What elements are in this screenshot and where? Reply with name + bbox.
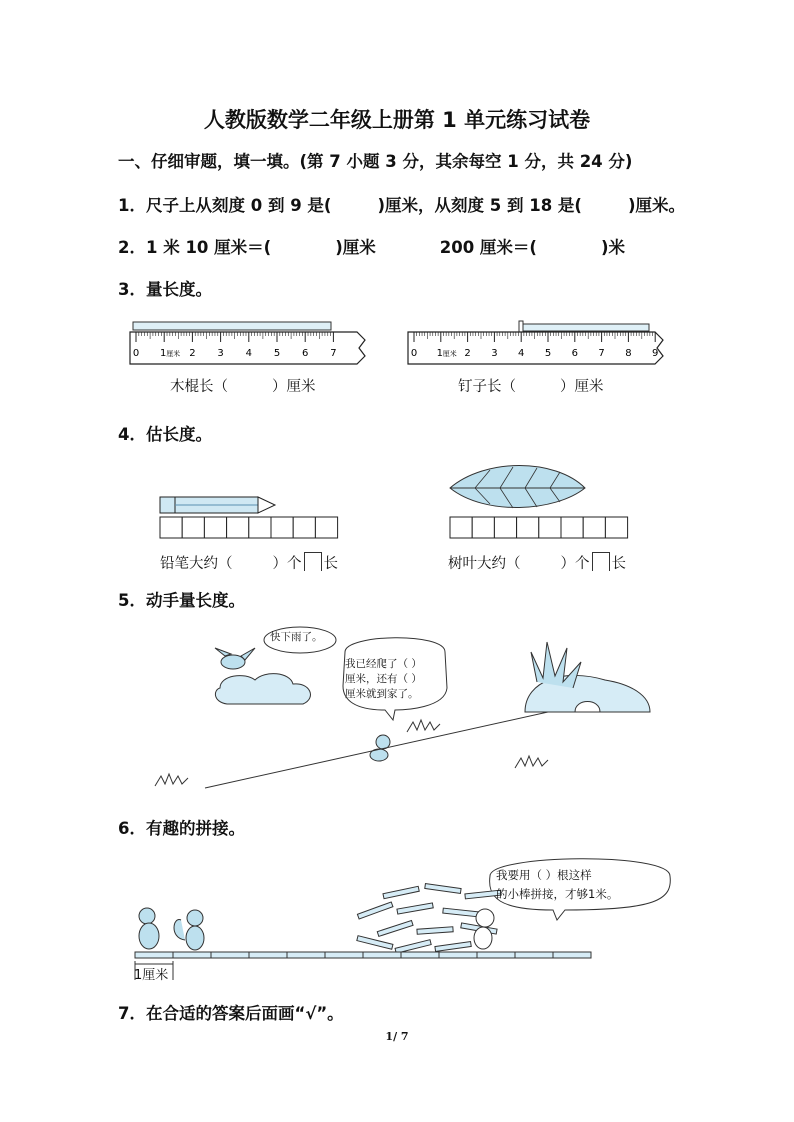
dog-speech-text: [496, 866, 618, 904]
stick-strip: [135, 952, 591, 958]
ruler-tick-label: 0: [132, 348, 140, 359]
grass-icon: [515, 756, 548, 768]
stick-caption-a: 木棍长（: [170, 379, 228, 395]
stick-segment: [515, 952, 553, 958]
ruler-tick-label: 3: [217, 348, 224, 359]
stick-piece: [357, 902, 393, 919]
stick-piece: [357, 936, 393, 950]
stick-caption-b: ）厘米: [272, 379, 316, 395]
nail-caption-a: 钉子长（: [458, 379, 516, 395]
unit-square-icon: [592, 552, 610, 571]
pencil-caption-b: ）个: [272, 556, 302, 572]
bird-speech-text: 快下雨了。: [270, 631, 323, 643]
stick-segment: [439, 952, 477, 958]
ruler-tick-label: 7: [598, 348, 605, 359]
ruler-tick-label: 9: [652, 348, 659, 359]
q1-text-c: )厘米。: [627, 196, 686, 215]
q2-number: 2．: [118, 238, 146, 257]
unit-cell: [494, 517, 516, 538]
q1-text-b: )厘米，从刻度 5 到 18 是(: [377, 196, 582, 215]
ruler-tick-label: 4: [518, 348, 525, 359]
ruler-nail-figure: [403, 318, 665, 370]
pencil-tip: [258, 497, 275, 513]
ant-icon: [376, 735, 390, 749]
grass-icon: [407, 720, 440, 732]
ant-speech-line-1: 我已经爬了（ ）: [345, 658, 422, 670]
section-heading: 一、仔细审题，填一填。(第 7 小题 3 分，其余每空 1 分，共 24 分): [118, 152, 633, 171]
stick-segment: [135, 952, 173, 958]
ruler-tick-label: 6: [571, 348, 578, 359]
unit-cell: [227, 517, 249, 538]
q1-number: 1．: [118, 196, 146, 215]
unit-cell: [160, 517, 182, 538]
ruler-tick-label: 2: [464, 348, 471, 359]
question-6: 6．有趣的拼接。: [118, 819, 245, 838]
unit-cell: [450, 517, 472, 538]
question-4: 4．估长度。: [118, 425, 212, 444]
nail-shape: [521, 324, 649, 331]
mouse-icon: [139, 908, 155, 924]
nail-caption-b: ）厘米: [560, 379, 604, 395]
path-line: [205, 706, 575, 788]
leaf-caption-b: ）个: [560, 556, 590, 572]
question-3: 3．量长度。: [118, 280, 212, 299]
pencil-caption-c: 长: [323, 556, 338, 572]
stick-segment: [325, 952, 363, 958]
q2-text-a: 1 米 10 厘米＝(: [145, 238, 272, 257]
unit-label: 1厘米: [134, 968, 169, 983]
ant-speech-line-2: 厘米，还有（ ）: [345, 673, 422, 685]
question-7: 7．在合适的答案后面画“√”。: [118, 1004, 344, 1023]
stick-piece: [397, 903, 433, 914]
leaf-caption-c: 长: [611, 556, 626, 572]
ant-speech-line-3: 厘米就到家了。: [345, 688, 419, 700]
stick-segment: [287, 952, 325, 958]
dog-speech-line-1: 我要用（ ）根这样: [496, 868, 592, 882]
unit-cell: [517, 517, 539, 538]
unit-cell: [583, 517, 605, 538]
stick-piece: [425, 884, 461, 894]
unit-grid: [160, 517, 338, 538]
nail-head: [519, 321, 523, 333]
leaf-caption: [448, 552, 626, 573]
q2-text-b: )厘米: [335, 238, 376, 257]
ruler-unit-label: 厘米: [442, 350, 457, 358]
pencil-figure: [155, 492, 345, 542]
stick-piece: [395, 940, 431, 954]
unit-cell: [182, 517, 204, 538]
unit-cell: [249, 517, 271, 538]
stick-segment: [211, 952, 249, 958]
ruler-tick-label: 8: [625, 348, 632, 359]
page-title: 人教版数学二年级上册第 1 单元练习试卷: [203, 108, 591, 132]
ruler-unit-label: 厘米: [166, 350, 181, 358]
stick-piece: [443, 908, 479, 917]
stick-segment: [401, 952, 439, 958]
ruler-tick-label: 5: [544, 348, 552, 359]
stick-segment: [363, 952, 401, 958]
ruler-tick-label: 0: [410, 348, 418, 359]
leaf-caption-a: 树叶大约（: [448, 556, 521, 572]
ruler-tick-label: 6: [302, 348, 309, 359]
unit-grid: [450, 517, 628, 538]
squirrel-icon: [187, 910, 203, 926]
stick-segment: [477, 952, 515, 958]
leaf-figure: [445, 460, 635, 542]
stick-shape: [133, 322, 331, 330]
cloud-icon: [215, 674, 310, 704]
ruler-tick-label: 1: [436, 348, 443, 359]
question-1: [118, 192, 685, 216]
stick-segment: [173, 952, 211, 958]
ruler-tick-label: 7: [330, 348, 337, 359]
unit-cell: [561, 517, 583, 538]
nail-caption: [458, 375, 604, 396]
unit-cell: [204, 517, 226, 538]
unit-square-icon: [304, 552, 322, 571]
q1-text-a: 尺子上从刻度 0 到 9 是(: [145, 196, 332, 215]
stick-segment: [553, 952, 591, 958]
unit-cell: [539, 517, 561, 538]
q2-text-c: 200 厘米＝(: [439, 238, 537, 257]
ruler-tick-label: 3: [491, 348, 498, 359]
ruler-tick-label: 5: [273, 348, 281, 359]
question-2: [118, 234, 625, 258]
grass-icon: [155, 774, 188, 786]
unit-cell: [271, 517, 293, 538]
ruler-stick-figure: [125, 318, 375, 370]
ruler-tick-label: 2: [189, 348, 196, 359]
q2-text-d: )米: [600, 238, 626, 257]
dog-speech-line-2: 的小棒拼接，才够1米。: [496, 887, 619, 901]
page-number: 1/ 7: [385, 1030, 409, 1043]
unit-cell: [293, 517, 315, 538]
unit-cell: [315, 517, 337, 538]
question-5: 5．动手量长度。: [118, 591, 245, 610]
dog-icon: [476, 909, 494, 927]
ruler-tick-label: 4: [245, 348, 252, 359]
stick-piece: [383, 886, 419, 898]
grass-icon: [531, 642, 581, 688]
stick-piece: [377, 921, 413, 937]
pencil-caption: [160, 552, 338, 573]
stick-piece: [417, 927, 453, 934]
unit-cell: [605, 517, 627, 538]
stick-piece: [435, 942, 471, 952]
stick-caption: [170, 375, 316, 396]
ant-scene-illustration: [145, 620, 655, 800]
ruler-tick-label: 1: [160, 348, 167, 359]
unit-cell: [472, 517, 494, 538]
ant-speech-text: [345, 657, 422, 702]
pencil-caption-a: 铅笔大约（: [160, 556, 233, 572]
stick-segment: [249, 952, 287, 958]
leaf-icon: [450, 466, 585, 508]
